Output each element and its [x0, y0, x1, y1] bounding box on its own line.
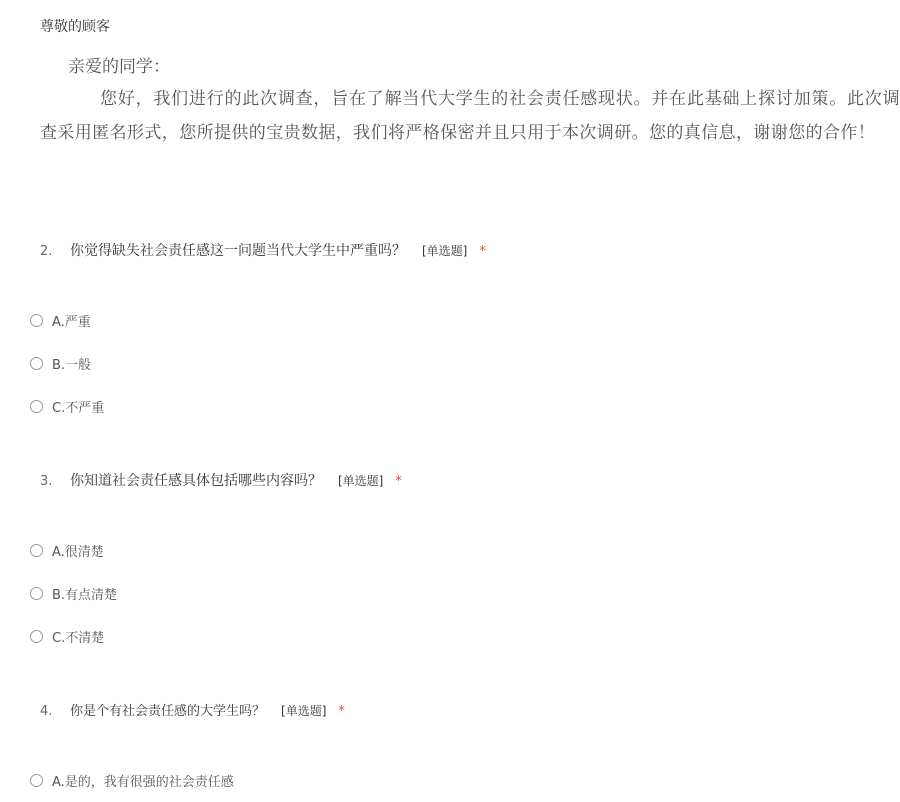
question-type-label: [单选题] — [338, 474, 384, 488]
question-text: 你知道社会责任感具体包括哪些内容吗？ — [70, 473, 322, 489]
question-type-label: [单选题] — [422, 244, 468, 258]
question-3 — [40, 470, 880, 492]
question-3-options — [30, 529, 117, 658]
radio-button[interactable] — [30, 544, 43, 557]
option-label: A.很清楚 — [52, 545, 104, 560]
radio-button[interactable] — [30, 400, 43, 413]
option-q3-b[interactable] — [30, 572, 117, 615]
option-label: C.不严重 — [52, 401, 105, 416]
option-label: B.一般 — [52, 358, 92, 373]
option-q2-b[interactable] — [30, 342, 104, 385]
required-mark: * — [479, 244, 486, 259]
question-header — [40, 470, 880, 492]
question-text: 你觉得缺失社会责任感这一问题当代大学生中严重吗？ — [70, 243, 406, 259]
option-label: B.有点清楚 — [52, 588, 118, 603]
question-number: 3. — [40, 474, 53, 489]
question-number: 4. — [40, 704, 53, 719]
radio-button[interactable] — [30, 630, 43, 643]
question-4-options — [30, 759, 234, 802]
option-q3-c[interactable] — [30, 615, 117, 658]
question-type-label: [单选题] — [281, 704, 327, 718]
question-2 — [40, 240, 880, 262]
question-2-options — [30, 299, 104, 428]
question-number: 2. — [40, 244, 53, 259]
radio-button[interactable] — [30, 587, 43, 600]
option-label: A.是的，我有很强的社会责任感 — [52, 775, 234, 790]
radio-button[interactable] — [30, 357, 43, 370]
radio-button[interactable] — [30, 774, 43, 787]
question-text: 你是个有社会责任感的大学生吗？ — [70, 704, 266, 719]
intro-greeting: 亲爱的同学： — [68, 57, 170, 77]
option-q2-a[interactable] — [30, 299, 104, 342]
option-q2-c[interactable] — [30, 385, 104, 428]
required-mark: * — [338, 704, 345, 719]
option-q3-a[interactable] — [30, 529, 117, 572]
page-title: 尊敬的顾客 — [40, 19, 110, 35]
option-label: C.不清楚 — [52, 631, 105, 646]
required-mark: * — [395, 474, 402, 489]
option-label: A.严重 — [52, 315, 91, 330]
question-header — [40, 240, 880, 262]
option-q4-a[interactable] — [30, 759, 234, 802]
intro-body: 您好，我们进行的此次调查，旨在了解当代大学生的社会责任感现状。并在此基础上探讨加策。此次调查采用匿名形式，您所提供的宝贵数据，我们将严格保密并且只用于本次调研。您的真信息，谢谢您的合作！ — [40, 89, 900, 143]
question-4 — [40, 700, 880, 722]
intro-section — [40, 52, 900, 150]
question-header — [40, 700, 880, 722]
radio-button[interactable] — [30, 314, 43, 327]
